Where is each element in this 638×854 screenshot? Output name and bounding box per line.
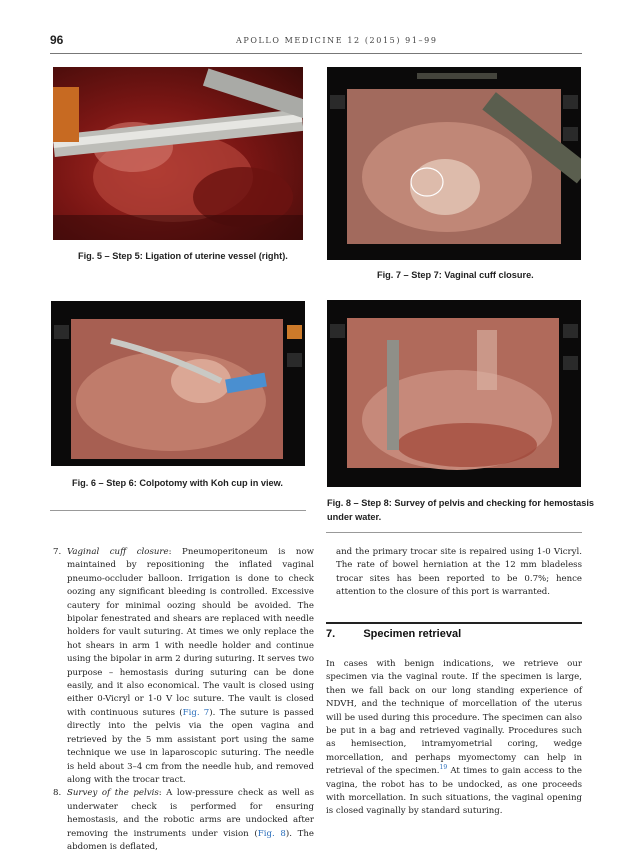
section-rule: [326, 622, 582, 624]
surgical-photo-colpotomy-icon: [51, 301, 305, 466]
surgical-photo-pelvis-survey-icon: [327, 300, 581, 487]
figure-5-image: [53, 67, 303, 240]
figure-rule-left: [50, 510, 306, 511]
specimen-retrieval-paragraph: [326, 658, 582, 819]
header-rule: [50, 53, 582, 54]
left-column: [49, 546, 314, 854]
item-title: Survey of the pelvis: [67, 788, 159, 799]
figure-8-link[interactable]: Fig. 8: [257, 828, 286, 839]
figure-8-image: [327, 300, 581, 487]
figure-7-link[interactable]: Fig. 7: [182, 707, 210, 718]
figure-7-image: [327, 67, 581, 260]
item-text: ). The abdomen is deflated,: [67, 828, 314, 852]
section-title: Specimen retrieval: [363, 628, 462, 640]
figure-6-image: [51, 301, 305, 466]
figure-6-caption: Fig. 6 – Step 6: Colpotomy with Koh cup in view.: [72, 478, 283, 488]
section-heading: [326, 628, 461, 640]
reference-19[interactable]: 19: [439, 764, 448, 772]
list-number: 7.: [53, 547, 62, 557]
figure-8-caption-line2: under water.: [327, 512, 382, 522]
list-item-8: [49, 787, 314, 854]
figure-rule-right: [326, 532, 582, 533]
paragraph-text: At times to gain access to the vagina, the robot has to be undocked, as one proceeds with morcellation. In such situations, the vaginal opening is closed vaginally by standard suturing.: [326, 766, 582, 817]
running-head: APOLLO MEDICINE 12 (2015) 91–99: [236, 36, 438, 45]
surgical-photo-cuff-closure-icon: [327, 67, 581, 260]
surgical-photo-ligation-icon: [53, 67, 303, 240]
item-title: Vaginal cuff closure: [67, 547, 169, 557]
figure-7-caption: Fig. 7 – Step 7: Vaginal cuff closure.: [377, 270, 534, 280]
paragraph-text: In cases with benign indications, we retrieve our specimen via the vaginal route. If the specimen is large, then we fall back on our long standing experience of NDVH, and the technique of morcellation of the uterus will be used during this procedure. The specimen can also be put in a bag and retrieved vaginally. Procedures such as hemisection, intramyometrial coring, wedge morcellation, and perhaps myomectomy can help in retrieval of the specimen.: [326, 659, 582, 777]
right-column-continuation: and the primary trocar site is repaired using 1-0 Vicryl. The rate of bowel herniation at the 12 mm bladeless trocar sites has been reported to be 0.7%; hence attention to the closure of this port is warranted.: [336, 547, 582, 598]
item-text: ). The suture is passed directly into the pelvis via the open vagina and retrieved by the 5 mm assistant port using the same technique we use in laparoscopic suturing. The needle is held about 3–4 cm from the needle hub, and removed along with the trocar tract.: [67, 707, 314, 785]
list-number: 8.: [53, 788, 62, 799]
figure-8-caption: [327, 496, 594, 524]
item-text: : A low-pressure check as well as underwater check is performed for ensuring hemostasis, and the robotic arms are undocked after removing the instruments under vision (: [67, 788, 314, 839]
figure-5-caption: Fig. 5 – Step 5: Ligation of uterine vessel (right).: [78, 251, 288, 261]
figure-8-caption-line1: Fig. 8 – Step 8: Survey of pelvis and checking for hemostasis: [327, 498, 595, 508]
section-number: 7.: [326, 628, 336, 640]
list-item-7: [49, 546, 314, 787]
page-number: 96: [50, 33, 64, 47]
item-text: : Pneumoperitoneum is now maintained by repositioning the inflated vaginal pneumo-occluder balloon. Irrigation is done to check oozing any significant bleeding is controlled. Excessive cautery for minimal oozing should be avoided. The bipolar fenestrated and shears are replaced with needle holders for vault suturing. At times we only replace the hot shears in arm 1 with needle holder and continue using the bipolar in arm 2 during suturing. It serves two purpose – hemostasis during suturing can be done easily, and it also economical. The vault is closed using either 0-Vicryl or 1-0 V loc suture. The vault is closed with continuous sutures (: [67, 547, 314, 718]
